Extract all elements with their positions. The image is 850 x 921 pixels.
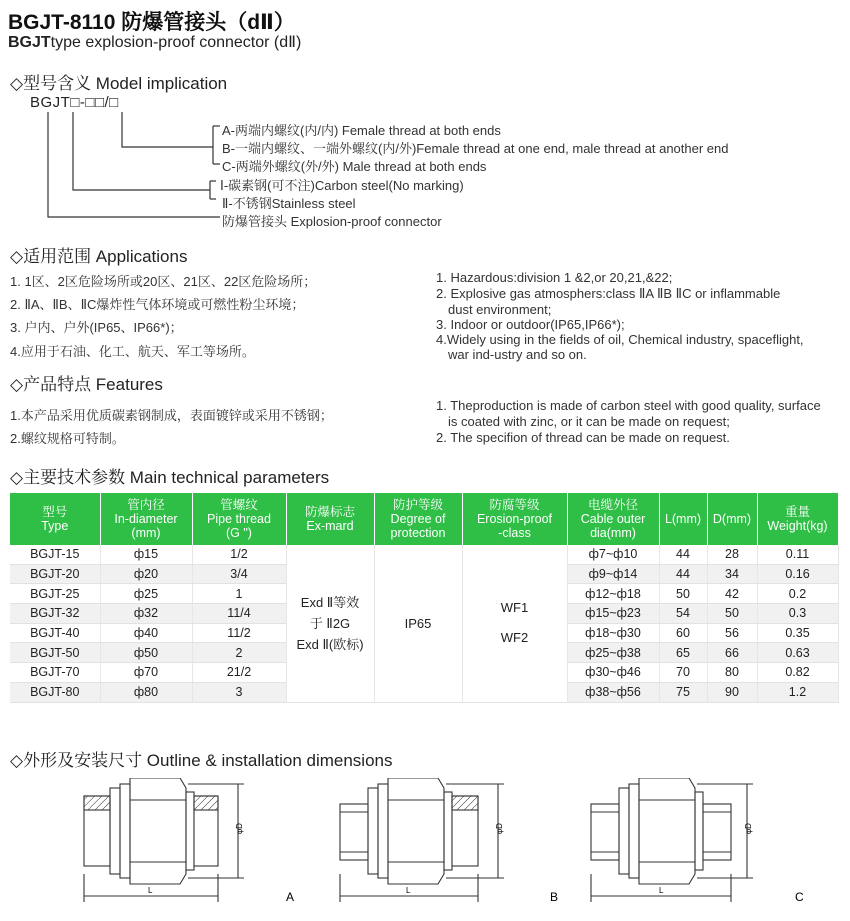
params-heading: ◇主要技术参数 Main technical parameters (10, 468, 330, 487)
cell-pipe-thread: 1 (192, 584, 286, 604)
cell-protection: IP65 (374, 545, 462, 702)
cell-in-diameter: ф80 (100, 682, 192, 702)
th-weight: 重量 Weight(kg) (757, 493, 838, 545)
cell-weight: 0.63 (757, 643, 838, 663)
cell-ex-mark (286, 545, 374, 702)
th-in-diameter: 管内径 In-diameter (mm) (100, 493, 192, 545)
dim-d-c: φD (744, 823, 753, 834)
applications-heading: ◇适用范围 Applications (10, 247, 188, 266)
th-pipe-thread: 管螺纹 Pipe thread (G ") (192, 493, 286, 545)
feat-cn-1: 1.本产品采用优质碳素钢制成，表面镀锌或采用不锈钢； (10, 408, 333, 423)
cell-in-diameter: ф70 (100, 663, 192, 683)
erosion-class: WF2 (500, 630, 529, 646)
cell-diameter: 66 (707, 643, 757, 663)
cell-weight: 0.3 (757, 604, 838, 624)
cell-diameter: 80 (707, 663, 757, 683)
model-line-c: C-两端外螺纹(外/外) Male thread at both ends (222, 159, 487, 174)
dim-l-a: L (148, 886, 153, 895)
label-b: B (550, 890, 559, 904)
th-type: 型号 Type (10, 493, 100, 545)
feat-en-1: 1. Theproduction is made of carbon steel with good quality, surface (436, 398, 821, 413)
th-diameter: D(mm) (707, 493, 757, 545)
cell-weight: 0.82 (757, 663, 838, 683)
cell-length: 50 (659, 584, 707, 604)
model-line-connector: 防爆管接头 Explosion-proof connector (222, 214, 442, 229)
dim-d-b: φD (495, 823, 504, 834)
cell-in-diameter: ф32 (100, 604, 192, 624)
cell-type: BGJT-25 (10, 584, 100, 604)
label-c: C (795, 890, 804, 904)
cell-diameter: 34 (707, 564, 757, 584)
cell-length: 44 (659, 564, 707, 584)
th-ex-mark: 防爆标志 Ex-mard (286, 493, 374, 545)
cell-erosion (462, 545, 567, 702)
outline-heading: ◇外形及安装尺寸 Outline & installation dimensions (10, 751, 393, 770)
dim-l-c: L (659, 886, 664, 895)
cell-pipe-thread: 2 (192, 643, 286, 663)
cell-type: BGJT-32 (10, 604, 100, 624)
cell-pipe-thread: 11/2 (192, 623, 286, 643)
cell-pipe-thread: 3 (192, 682, 286, 702)
app-cn-1: 1. 1区、2区危险场所或20区、21区、22区危险场所； (10, 274, 317, 289)
cell-length: 60 (659, 623, 707, 643)
cell-diameter: 28 (707, 545, 757, 564)
cell-weight: 0.11 (757, 545, 838, 564)
dim-d-a: φD (235, 823, 244, 834)
th-cable: 电缆外径 Cable outer dia(mm) (567, 493, 659, 545)
model-line-b: B-一端内螺纹、一端外螺纹(内/外)Female thread at one end, male thread at another end (222, 141, 729, 156)
cell-cable-dia: ф15~ф23 (567, 604, 659, 624)
cell-cable-dia: ф12~ф18 (567, 584, 659, 604)
params-table (10, 493, 839, 703)
feat-cn-2: 2.螺纹规格可特制。 (10, 431, 125, 446)
th-length: L(mm) (659, 493, 707, 545)
cell-weight: 0.2 (757, 584, 838, 604)
cell-length: 65 (659, 643, 707, 663)
cell-type: BGJT-80 (10, 682, 100, 702)
feat-en-1b: is coated with zinc, or it can be made on request; (448, 414, 730, 429)
app-en-4b: war ind-ustry and so on. (448, 347, 587, 362)
cell-pipe-thread: 21/2 (192, 663, 286, 683)
page-title: BGJT-8110 防爆管接头（dⅡ） (8, 11, 295, 34)
cell-in-diameter: ф50 (100, 643, 192, 663)
cell-weight: 1.2 (757, 682, 838, 702)
app-en-1: 1. Hazardous:division 1 &2,or 20,21,&22; (436, 270, 673, 285)
cell-weight: 0.16 (757, 564, 838, 584)
cell-type: BGJT-50 (10, 643, 100, 663)
app-cn-4: 4.应用于石油、化工、航天、军工等场所。 (10, 344, 255, 359)
cell-length: 44 (659, 545, 707, 564)
app-cn-3: 3. 户内、户外(IP65、IP66*)； (10, 320, 183, 335)
cell-in-diameter: ф25 (100, 584, 192, 604)
app-cn-2: 2. ⅡA、ⅡB、ⅡC爆炸性气体环境或可燃性粉尘环境； (10, 297, 305, 312)
th-erosion: 防腐等级 Erosion-proof -class (462, 493, 567, 545)
ex-mark-line: 于 Ⅱ2G (309, 615, 351, 631)
cell-diameter: 50 (707, 604, 757, 624)
feat-en-2: 2. The specifion of thread can be made on request. (436, 430, 730, 445)
cell-cable-dia: ф30~ф46 (567, 663, 659, 683)
model-line-stainless: Ⅱ-不锈钢Stainless steel (222, 196, 356, 211)
cell-in-diameter: ф40 (100, 623, 192, 643)
cell-in-diameter: ф20 (100, 564, 192, 584)
cell-cable-dia: ф9~ф14 (567, 564, 659, 584)
ex-mark-line: Exd Ⅱ(欧标) (296, 636, 364, 652)
subtitle-brand: BGJT (8, 34, 51, 51)
diagram-a (70, 778, 305, 913)
cell-diameter: 42 (707, 584, 757, 604)
cell-type: BGJT-70 (10, 663, 100, 683)
cell-pipe-thread: 11/4 (192, 604, 286, 624)
subtitle-text: type explosion-proof connector (dⅡ) (50, 34, 302, 51)
app-en-3: 3. Indoor or outdoor(IP65,IP66*); (436, 317, 625, 332)
cell-cable-dia: ф7~ф10 (567, 545, 659, 564)
app-en-2: 2. Explosive gas atmosphers:class ⅡA ⅡB ⅡC or inflammable (436, 286, 781, 301)
cell-cable-dia: ф18~ф30 (567, 623, 659, 643)
features-heading: ◇产品特点 Features (10, 375, 163, 394)
dim-l-b: L (406, 886, 411, 895)
params-header-row (10, 493, 838, 545)
cell-length: 54 (659, 604, 707, 624)
cell-weight: 0.35 (757, 623, 838, 643)
model-heading: ◇型号含义 Model implication (10, 74, 228, 93)
table-row (10, 545, 838, 564)
model-line-a: A-两端内螺纹(内/内) Female thread at both ends (222, 123, 501, 138)
diagram-c (585, 778, 825, 913)
app-en-2b: dust environment; (448, 302, 552, 317)
model-code: BGJT□-□□/□ (30, 94, 119, 111)
cell-diameter: 56 (707, 623, 757, 643)
cell-pipe-thread: 3/4 (192, 564, 286, 584)
diagram-b (326, 778, 566, 913)
cell-length: 70 (659, 663, 707, 683)
model-line-carbon: Ⅰ-碳素钢(可不注)Carbon steel(No marking) (220, 178, 464, 193)
cell-diameter: 90 (707, 682, 757, 702)
erosion-class: WF1 (500, 600, 529, 616)
cell-in-diameter: ф15 (100, 545, 192, 564)
cell-type: BGJT-15 (10, 545, 100, 564)
cell-type: BGJT-40 (10, 623, 100, 643)
cell-pipe-thread: 1/2 (192, 545, 286, 564)
label-a: A (286, 890, 295, 904)
cell-length: 75 (659, 682, 707, 702)
app-en-4: 4.Widely using in the fields of oil, Chemical industry, spaceflight, (436, 332, 804, 347)
ex-mark-line: Exd Ⅱ等效 (300, 594, 360, 610)
cell-type: BGJT-20 (10, 564, 100, 584)
cell-cable-dia: ф38~ф56 (567, 682, 659, 702)
cell-cable-dia: ф25~ф38 (567, 643, 659, 663)
th-protection: 防护等级 Degree of protection (374, 493, 462, 545)
